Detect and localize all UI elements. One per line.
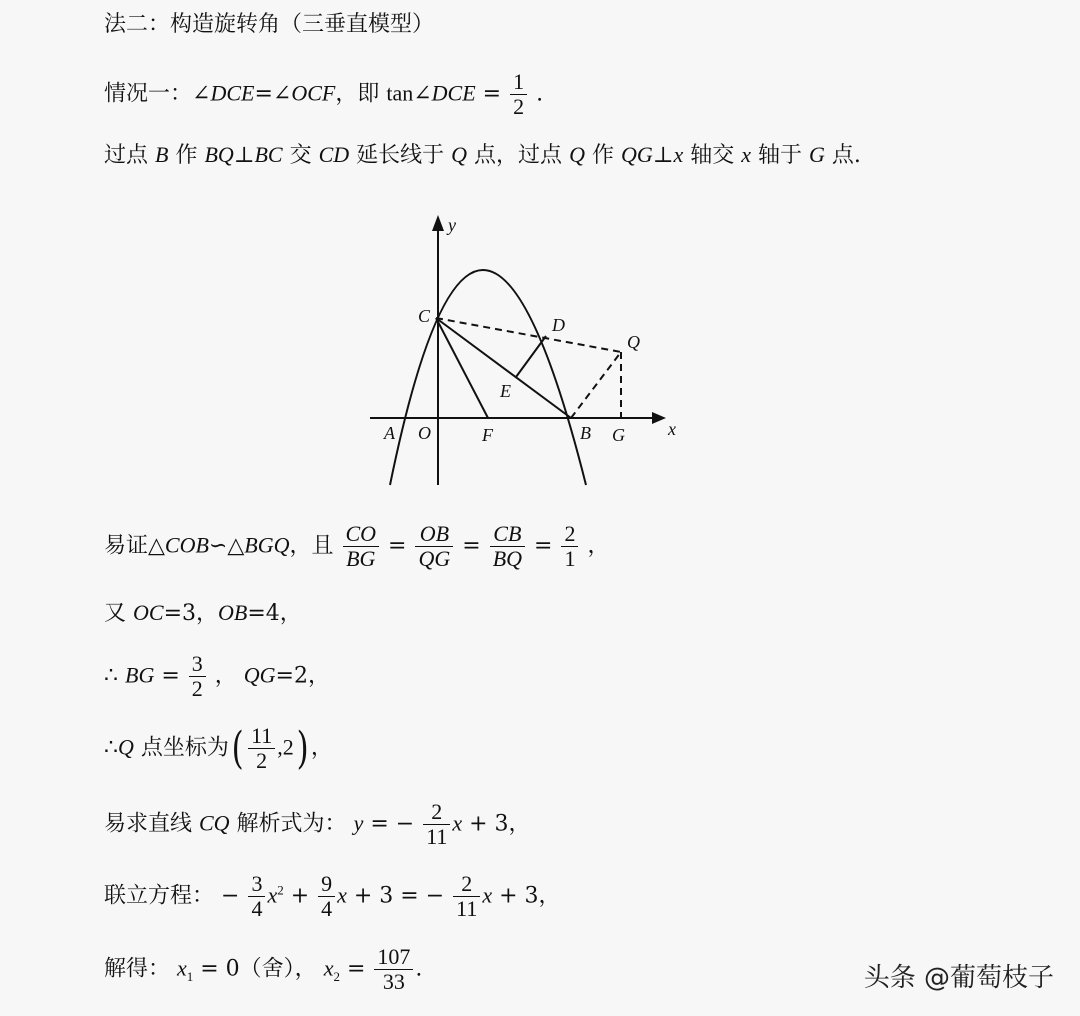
solution-line: 解得： $x_1 = 0$（舍）， $x_2$ = $\frac{107}{33}$ .: [104, 944, 423, 995]
fraction-107-33: $\frac{107}{33}$: [374, 945, 413, 994]
x-axis-arrow: [652, 412, 666, 424]
watermark: 头条 @葡萄枝子: [863, 963, 1054, 993]
dashed-cq: [436, 318, 621, 352]
fraction-eleven-half: $\frac{11}{2}$: [248, 724, 275, 773]
label-d: D: [552, 315, 565, 335]
label-b: B: [580, 423, 591, 443]
label-g: G: [612, 425, 625, 445]
fraction-three-quarter: $\frac{3}{4}$: [248, 872, 265, 921]
label-x: x: [668, 419, 676, 439]
fraction-ob-qg: $\frac{OB}{QG}$: [415, 522, 453, 571]
segment-de: [516, 336, 546, 377]
construction-line: 过点 B 作 BQ⊥BC 交 CD 延长线于 Q 点，过点 Q 作 QG⊥x 轴交 x 轴于 G 点.: [104, 142, 861, 168]
given-values-line: 又 OC=3，OB=4，: [104, 600, 302, 626]
label-f: F: [482, 425, 493, 445]
bg-qg-line: ∴ BG = $\frac{3}{2}$ ， QG=2，: [104, 651, 330, 702]
case-one-line: 情况一：∠DCE=∠OCF，即 tan∠DCE = $\frac{1}{2}$ .: [104, 69, 544, 120]
system-equation: 联立方程： − $\frac{3}{4}$ $x^2$ + $\frac{9}{4}$ x + 3 = − $\frac{2}{11}$ x + 3，: [104, 871, 561, 922]
fraction-two-eleven-b: $\frac{2}{11}$: [453, 872, 480, 921]
dashed-bq: [571, 352, 621, 418]
fraction-two-one: $\frac{2}{1}$: [561, 522, 578, 571]
segment-cf: [436, 318, 488, 418]
label-c: C: [418, 306, 431, 326]
line-cq-equation: 易求直线 CQ 解析式为： y = − $\frac{2}{11}$ x + 3，: [104, 799, 531, 850]
geometry-figure: [360, 205, 690, 490]
similarity-line: 易证△COB∽△BGQ，且 $\frac{CO}{BG}$ = $\frac{OB}{QG}$ = $\frac{CB}{BQ}$ = $\frac{2}{1}$ ，: [104, 521, 610, 572]
fraction-nine-quarter: $\frac{9}{4}$: [318, 872, 335, 921]
fraction-co-bg: $\frac{CO}{BG}$: [343, 522, 380, 571]
fraction-cb-bq: $\frac{CB}{BQ}$: [490, 522, 525, 571]
label-a: A: [384, 423, 395, 443]
fraction-two-eleven: $\frac{2}{11}$: [423, 800, 450, 849]
fraction-three-half: $\frac{3}{2}$: [189, 652, 206, 701]
y-axis-arrow: [432, 215, 444, 231]
q-coordinate-line: ∴Q 点坐标为( $\frac{11}{2}$ ,2) ，: [104, 722, 333, 774]
section-title: 法二：构造旋转角（三垂直模型）: [104, 12, 435, 37]
parabola-curve: [390, 270, 586, 485]
label-y: y: [448, 215, 456, 235]
fraction-one-half: $\frac{1}{2}$: [510, 70, 527, 119]
label-q: Q: [627, 332, 640, 352]
label-o: O: [418, 423, 431, 443]
label-e: E: [500, 381, 511, 401]
